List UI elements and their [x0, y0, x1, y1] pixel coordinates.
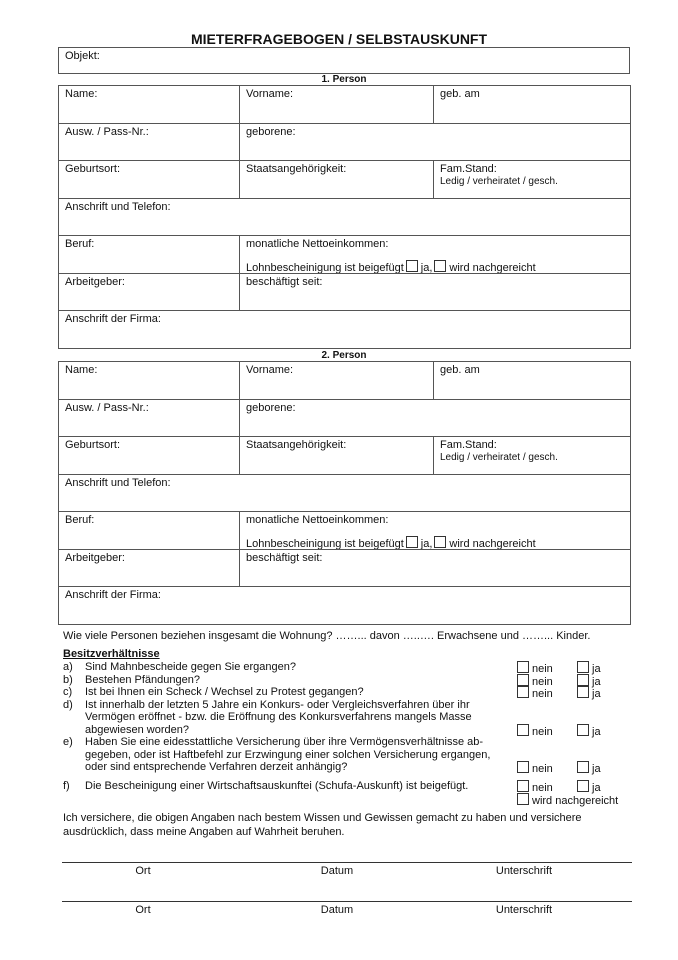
lohn-nachgereicht-label: wird nachgereicht: [449, 262, 536, 274]
question-text: gegeben, oder ist Haftbefehl zur Erzwingung einer solchen Versicherung ergangen,: [85, 748, 491, 761]
unterschrift-label: Unterschrift: [495, 904, 553, 916]
beschaeftigt-seit-label: beschäftigt seit:: [246, 551, 323, 564]
question-text: Ist innerhalb der letzten 5 Jahre ein Konkurs- oder Vergleichsverfahren über ihr: [85, 698, 470, 711]
geburtsort-field[interactable]: [58, 160, 240, 199]
ja-label: ja: [592, 675, 601, 688]
famstand-label: Fam.Stand:: [440, 163, 497, 175]
question-letter: c): [63, 686, 73, 698]
name-label: Name:: [65, 88, 98, 100]
question-letter: e): [63, 736, 73, 748]
nein-option[interactable]: [515, 686, 553, 701]
firma-anschrift-label: Anschrift der Firma:: [65, 313, 161, 325]
vorname-field[interactable]: [239, 85, 434, 124]
arbeitgeber-label: Arbeitgeber:: [65, 275, 125, 288]
question-text: Die Bescheinigung einer Wirtschaftsauskunftei (Schufa-Auskunft) ist beigefügt.: [85, 780, 469, 792]
nachgereicht-option[interactable]: [515, 793, 618, 808]
arbeitgeber-field[interactable]: [58, 549, 240, 588]
ja-option[interactable]: [575, 686, 601, 701]
firma-anschrift-field[interactable]: [58, 310, 631, 349]
anschrift-label: Anschrift und Telefon:: [65, 200, 171, 213]
geborene-field[interactable]: [239, 123, 631, 162]
person-header: 2. Person: [321, 350, 367, 361]
nein-label: nein: [532, 763, 553, 775]
geborene-label: geborene:: [246, 125, 296, 138]
nein-label: nein: [532, 725, 553, 738]
beruf-field[interactable]: [58, 511, 240, 550]
question-text: Haben Sie eine eidesstattliche Versicherung über ihre Vermögensverhältnisse ab-: [85, 736, 484, 748]
ausweis-label: Ausw. / Pass-Nr.:: [65, 401, 149, 414]
staatsangehoerigkeit-field[interactable]: [239, 436, 434, 475]
ja-checkbox[interactable]: [577, 674, 589, 686]
declaration: [63, 811, 582, 839]
name-field[interactable]: [58, 85, 240, 124]
staatsangehoerigkeit-label: Staatsangehörigkeit:: [246, 439, 347, 451]
ausweis-field[interactable]: [58, 123, 240, 162]
question-text: oder sind entsprechende Verfahren derzeit anhängig?: [85, 761, 348, 773]
objekt-field[interactable]: [58, 47, 630, 74]
nein-checkbox[interactable]: [517, 780, 529, 792]
lohn-nachgereicht-checkbox[interactable]: [434, 536, 446, 548]
ausweis-field[interactable]: [58, 399, 240, 438]
besitz-heading: Besitzverhältnisse: [63, 648, 160, 660]
geb-am-label: geb. am: [440, 364, 480, 376]
question-text: abgewiesen worden?: [85, 723, 189, 736]
geb-am-field[interactable]: [433, 85, 631, 124]
lohn-label: Lohnbescheinigung ist beigefügt: [246, 538, 404, 550]
lohn-ja-label: ja,: [420, 538, 433, 550]
nachgereicht-checkbox[interactable]: [517, 793, 529, 805]
nein-checkbox[interactable]: [517, 761, 529, 773]
nein-label: nein: [532, 675, 553, 688]
ja-option[interactable]: [575, 724, 601, 739]
netto-label: monatliche Nettoeinkommen:: [246, 238, 389, 250]
vorname-label: Vorname:: [246, 364, 294, 376]
nein-label: nein: [532, 688, 553, 700]
netto-label: monatliche Nettoeinkommen:: [246, 514, 389, 526]
nein-checkbox[interactable]: [517, 724, 529, 736]
vorname-label: Vorname:: [246, 88, 294, 100]
famstand-options: Ledig / verheiratet / gesch.: [440, 176, 558, 187]
ja-option[interactable]: [575, 761, 601, 776]
nachgereicht-label: wird nachgereicht: [532, 794, 619, 807]
signature-line[interactable]: [62, 901, 632, 902]
geb-am-field[interactable]: [433, 361, 631, 400]
beruf-label: Beruf:: [65, 238, 95, 250]
nein-option[interactable]: [515, 761, 553, 776]
arbeitgeber-label: Arbeitgeber:: [65, 551, 125, 564]
declaration-line: Ich versichere, die obigen Angaben nach bestem Wissen und Gewissen gemacht zu haben und versichere: [63, 812, 582, 824]
ja-checkbox[interactable]: [577, 686, 589, 698]
person-header: 1. Person: [321, 74, 367, 85]
famstand-label: Fam.Stand:: [440, 439, 497, 451]
ort-label: Ort: [135, 904, 151, 916]
name-field[interactable]: [58, 361, 240, 400]
geburtsort-label: Geburtsort:: [65, 439, 121, 451]
anschrift-field[interactable]: [58, 198, 631, 237]
lohn-nachgereicht-checkbox[interactable]: [434, 260, 446, 272]
beruf-field[interactable]: [58, 235, 240, 274]
datum-label: Datum: [320, 904, 354, 916]
firma-anschrift-field[interactable]: [58, 586, 631, 625]
beschaeftigt-seit-field[interactable]: [239, 549, 631, 588]
nein-checkbox[interactable]: [517, 686, 529, 698]
ja-label: ja: [592, 725, 601, 738]
anschrift-field[interactable]: [58, 474, 631, 513]
question-letter: f): [63, 780, 70, 792]
question-text: Ist bei Ihnen ein Scheck / Wechsel zu Protest gegangen?: [85, 686, 364, 698]
lohn-nachgereicht-label: wird nachgereicht: [449, 538, 536, 550]
ja-label: ja: [592, 782, 601, 794]
datum-label: Datum: [320, 865, 354, 877]
nein-option[interactable]: [515, 724, 553, 739]
question-text: Bestehen Pfändungen?: [85, 673, 200, 686]
ja-checkbox[interactable]: [577, 761, 589, 773]
ja-label: ja: [592, 688, 601, 700]
occupants-question: Wie viele Personen beziehen insgesamt die Wohnung? ……... davon …..…. Erwachsene und ……... Kinder.: [63, 630, 591, 642]
nein-checkbox[interactable]: [517, 661, 529, 673]
anschrift-label: Anschrift und Telefon:: [65, 476, 171, 489]
question-letter: d): [63, 698, 73, 711]
geb-am-label: geb. am: [440, 88, 480, 100]
ja-label: ja: [592, 663, 601, 675]
signature-line[interactable]: [62, 862, 632, 863]
form-title: MIETERFRAGEBOGEN / SELBSTAUSKUNFT: [190, 31, 488, 47]
question-text: Vermögen eröffnet - bzw. die Eröffnung des Konkursverfahrens mangels Masse: [85, 711, 472, 723]
famstand-field[interactable]: [433, 160, 631, 199]
geburtsort-field[interactable]: [58, 436, 240, 475]
question-text: Sind Mahnbescheide gegen Sie ergangen?: [85, 661, 296, 673]
unterschrift-label: Unterschrift: [495, 865, 553, 877]
ja-checkbox[interactable]: [577, 780, 589, 792]
firma-anschrift-label: Anschrift der Firma:: [65, 589, 161, 601]
objekt-label: Objekt:: [65, 50, 100, 62]
geburtsort-label: Geburtsort:: [65, 163, 121, 175]
lohn-label: Lohnbescheinigung ist beigefügt: [246, 262, 404, 274]
nein-label: nein: [532, 663, 553, 675]
vorname-field[interactable]: [239, 361, 434, 400]
ja-checkbox[interactable]: [577, 661, 589, 673]
name-label: Name:: [65, 364, 98, 376]
ja-label: ja: [592, 763, 601, 775]
arbeitgeber-field[interactable]: [58, 273, 240, 312]
lohn-ja-label: ja,: [420, 262, 433, 274]
netto-field[interactable]: [239, 511, 631, 550]
netto-field[interactable]: [239, 235, 631, 274]
lohn-ja-checkbox[interactable]: [406, 536, 418, 548]
ort-label: Ort: [135, 865, 151, 877]
staatsangehoerigkeit-field[interactable]: [239, 160, 434, 199]
lohn-ja-checkbox[interactable]: [406, 260, 418, 272]
geborene-label: geborene:: [246, 401, 296, 414]
nein-label: nein: [532, 782, 553, 794]
beschaeftigt-seit-label: beschäftigt seit:: [246, 275, 323, 288]
beruf-label: Beruf:: [65, 514, 95, 526]
nein-checkbox[interactable]: [517, 674, 529, 686]
famstand-options: Ledig / verheiratet / gesch.: [440, 452, 558, 463]
declaration-line: ausdrücklich, dass meine Angaben auf Wahrheit beruhen.: [63, 826, 345, 838]
ja-checkbox[interactable]: [577, 724, 589, 736]
ausweis-label: Ausw. / Pass-Nr.:: [65, 125, 149, 138]
staatsangehoerigkeit-label: Staatsangehörigkeit:: [246, 163, 347, 175]
famstand-field[interactable]: [433, 436, 631, 475]
question-letter: b): [63, 673, 73, 686]
geborene-field[interactable]: [239, 399, 631, 438]
beschaeftigt-seit-field[interactable]: [239, 273, 631, 312]
question-letter: a): [63, 661, 73, 673]
